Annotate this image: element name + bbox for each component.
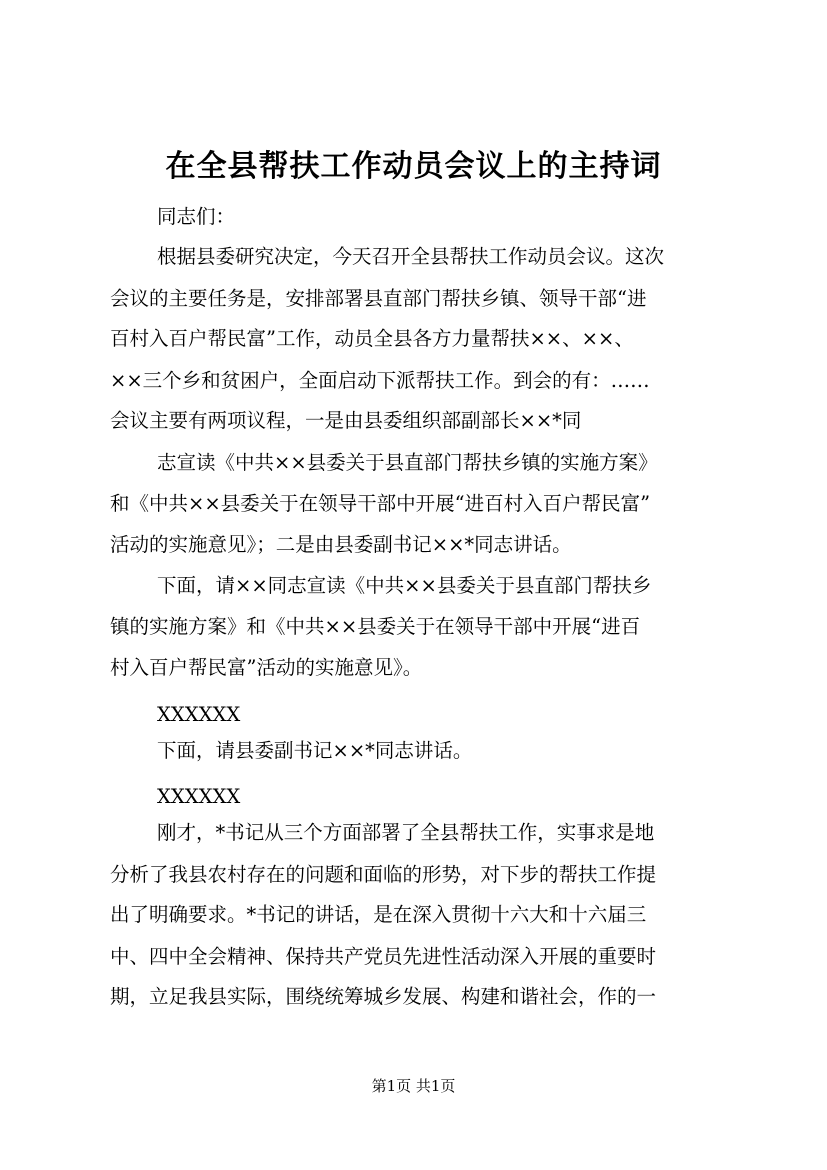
- body-line: 会议的主要任务是，安排部署县直部门帮扶乡镇、领导干部“进: [110, 287, 647, 310]
- body-line: 志宣读《中共××县委关于县直部门帮扶乡镇的实施方案》: [157, 451, 658, 474]
- body-line: 根据县委研究决定，今天召开全县帮扶工作动员会议。这次: [157, 245, 665, 268]
- body-line: 分析了我县农村存在的问题和面临的形势，对下步的帮扶工作提: [110, 863, 657, 886]
- placeholder-line: XXXXXX: [157, 703, 241, 726]
- body-line: 会议主要有两项议程，一是由县委组织部副部长××*同: [110, 409, 582, 432]
- page-number-footer: 第1页 共1页: [371, 1077, 456, 1095]
- body-line: ××三个乡和贫困户，全面启动下派帮扶工作。到会的有：……: [110, 369, 650, 392]
- body-line: 中、四中全会精神、保持共产党员先进性活动深入开展的重要时: [110, 945, 657, 968]
- body-line: 活动的实施意见》；二是由县委副书记××*同志讲话。: [110, 533, 572, 556]
- body-line: 村入百户帮民富”活动的实施意见》。: [110, 656, 423, 679]
- body-line: 下面，请××同志宣读《中共××县委关于县直部门帮扶乡: [157, 574, 652, 597]
- salutation-line: 同志们：: [157, 205, 236, 228]
- body-line: 下面，请县委副书记××*同志讲话。: [157, 739, 473, 762]
- body-line: 百村入百户帮民富”工作，动员全县各方力量帮扶××、××、: [110, 327, 634, 350]
- body-line: 镇的实施方案》和《中共××县委关于在领导干部中开展“进百: [110, 615, 641, 638]
- body-line: 刚才，*书记从三个方面部署了全县帮扶工作，实事求是地: [157, 821, 655, 844]
- body-line: 和《中共××县委关于在领导干部中开展“进百村入百户帮民富”: [110, 492, 651, 515]
- placeholder-line: XXXXXX: [157, 785, 241, 808]
- body-line: 出了明确要求。*书记的讲话，是在深入贯彻十六大和十六届三: [110, 903, 647, 926]
- document-title: 在全县帮扶工作动员会议上的主持词: [165, 149, 662, 184]
- body-line: 期，立足我县实际，围绕统筹城乡发展、构建和谐社会，作的一: [110, 985, 657, 1008]
